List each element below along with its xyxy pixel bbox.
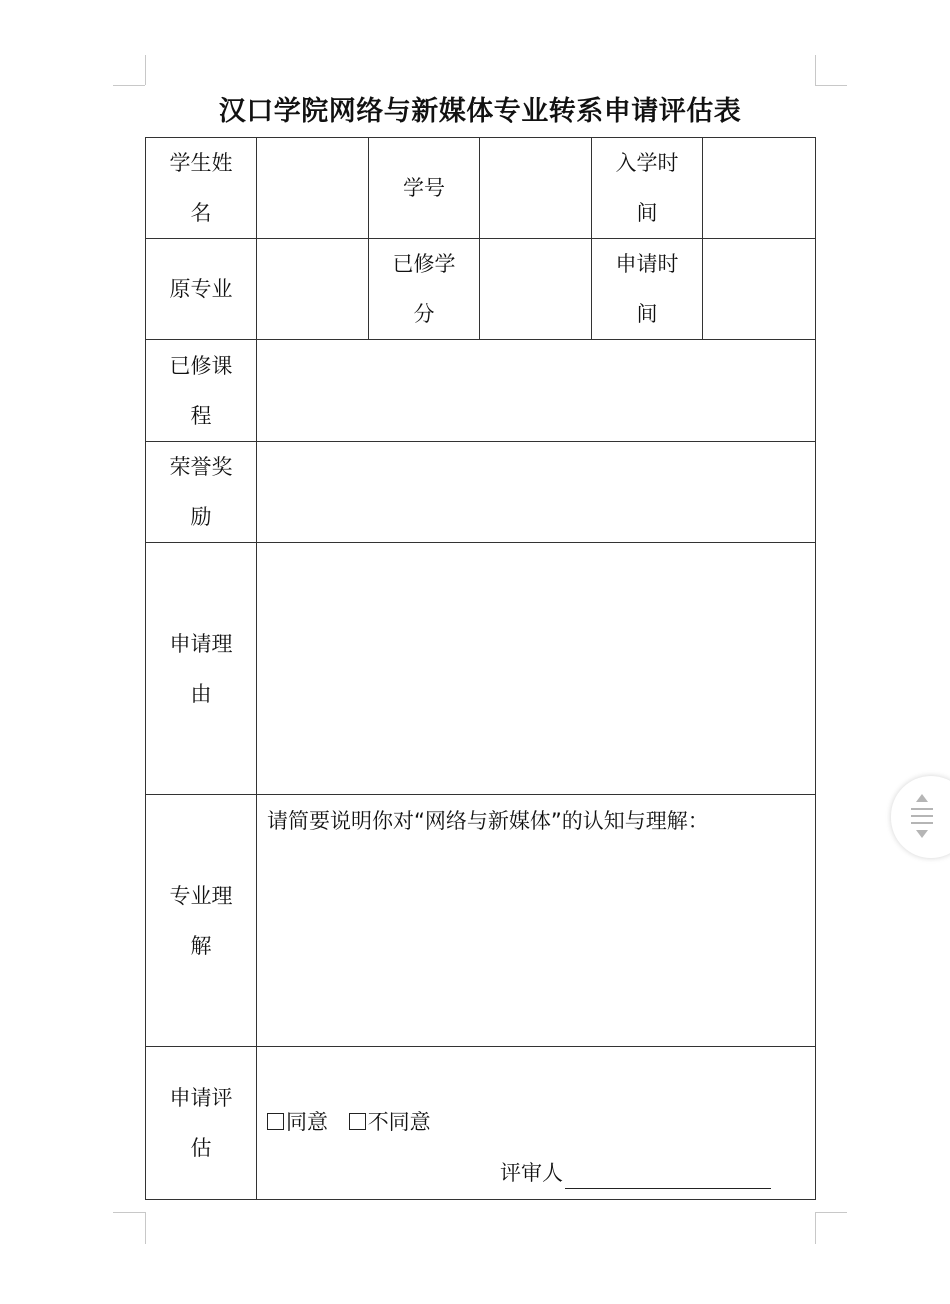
credits-field[interactable]: [480, 239, 592, 340]
label-courses: 已修课程: [146, 340, 257, 442]
reviewer-signature: [500, 1157, 771, 1189]
label-honors: 荣誉奖励: [146, 442, 257, 543]
label-reason: 申请理由: [146, 543, 257, 795]
original-major-field[interactable]: [257, 239, 369, 340]
scroll-handle[interactable]: [891, 776, 950, 858]
page-title: 汉口学院网络与新媒体专业转系申请评估表: [218, 96, 742, 127]
reviewer-signature-line[interactable]: [565, 1162, 771, 1189]
label-student-id: 学号: [369, 138, 480, 239]
crop-mark: [145, 55, 146, 85]
label-original-major: 原专业: [146, 239, 257, 340]
label-apply-time: 申请时间: [592, 239, 703, 340]
enroll-time-field[interactable]: [703, 138, 816, 239]
reason-field[interactable]: [257, 543, 816, 795]
crop-mark: [815, 1212, 847, 1213]
understanding-prompt: 请简要说明你对“网络与新媒体”的认知与理解：: [267, 809, 709, 833]
reviewer-label: 评审人: [500, 1161, 563, 1185]
crop-mark: [815, 85, 847, 86]
evaluation-options: [267, 1106, 445, 1138]
disagree-label: 不同意: [367, 1110, 431, 1134]
crop-mark: [145, 1212, 146, 1244]
agree-label: 同意: [286, 1110, 328, 1134]
label-understanding: 专业理解: [146, 795, 257, 1047]
evaluation-field: [257, 1047, 816, 1200]
agree-checkbox[interactable]: [267, 1113, 284, 1130]
disagree-checkbox[interactable]: [349, 1113, 366, 1130]
scroll-arrows-icon: [907, 794, 937, 840]
apply-time-field[interactable]: [703, 239, 816, 340]
understanding-field[interactable]: [257, 795, 816, 1047]
agree-option[interactable]: [267, 1110, 328, 1134]
crop-mark: [815, 1212, 816, 1244]
crop-mark: [113, 85, 145, 86]
student-name-field[interactable]: [257, 138, 369, 239]
label-credits: 已修学分: [369, 239, 480, 340]
label-enroll-time: 入学时间: [592, 138, 703, 239]
courses-field[interactable]: [257, 340, 816, 442]
student-id-field[interactable]: [480, 138, 592, 239]
label-evaluation: 申请评估: [146, 1047, 257, 1200]
disagree-option[interactable]: [349, 1110, 431, 1134]
honors-field[interactable]: [257, 442, 816, 543]
crop-mark: [815, 55, 816, 85]
label-student-name: 学生姓名: [146, 138, 257, 239]
application-form-table: [145, 137, 816, 1200]
crop-mark: [113, 1212, 145, 1213]
